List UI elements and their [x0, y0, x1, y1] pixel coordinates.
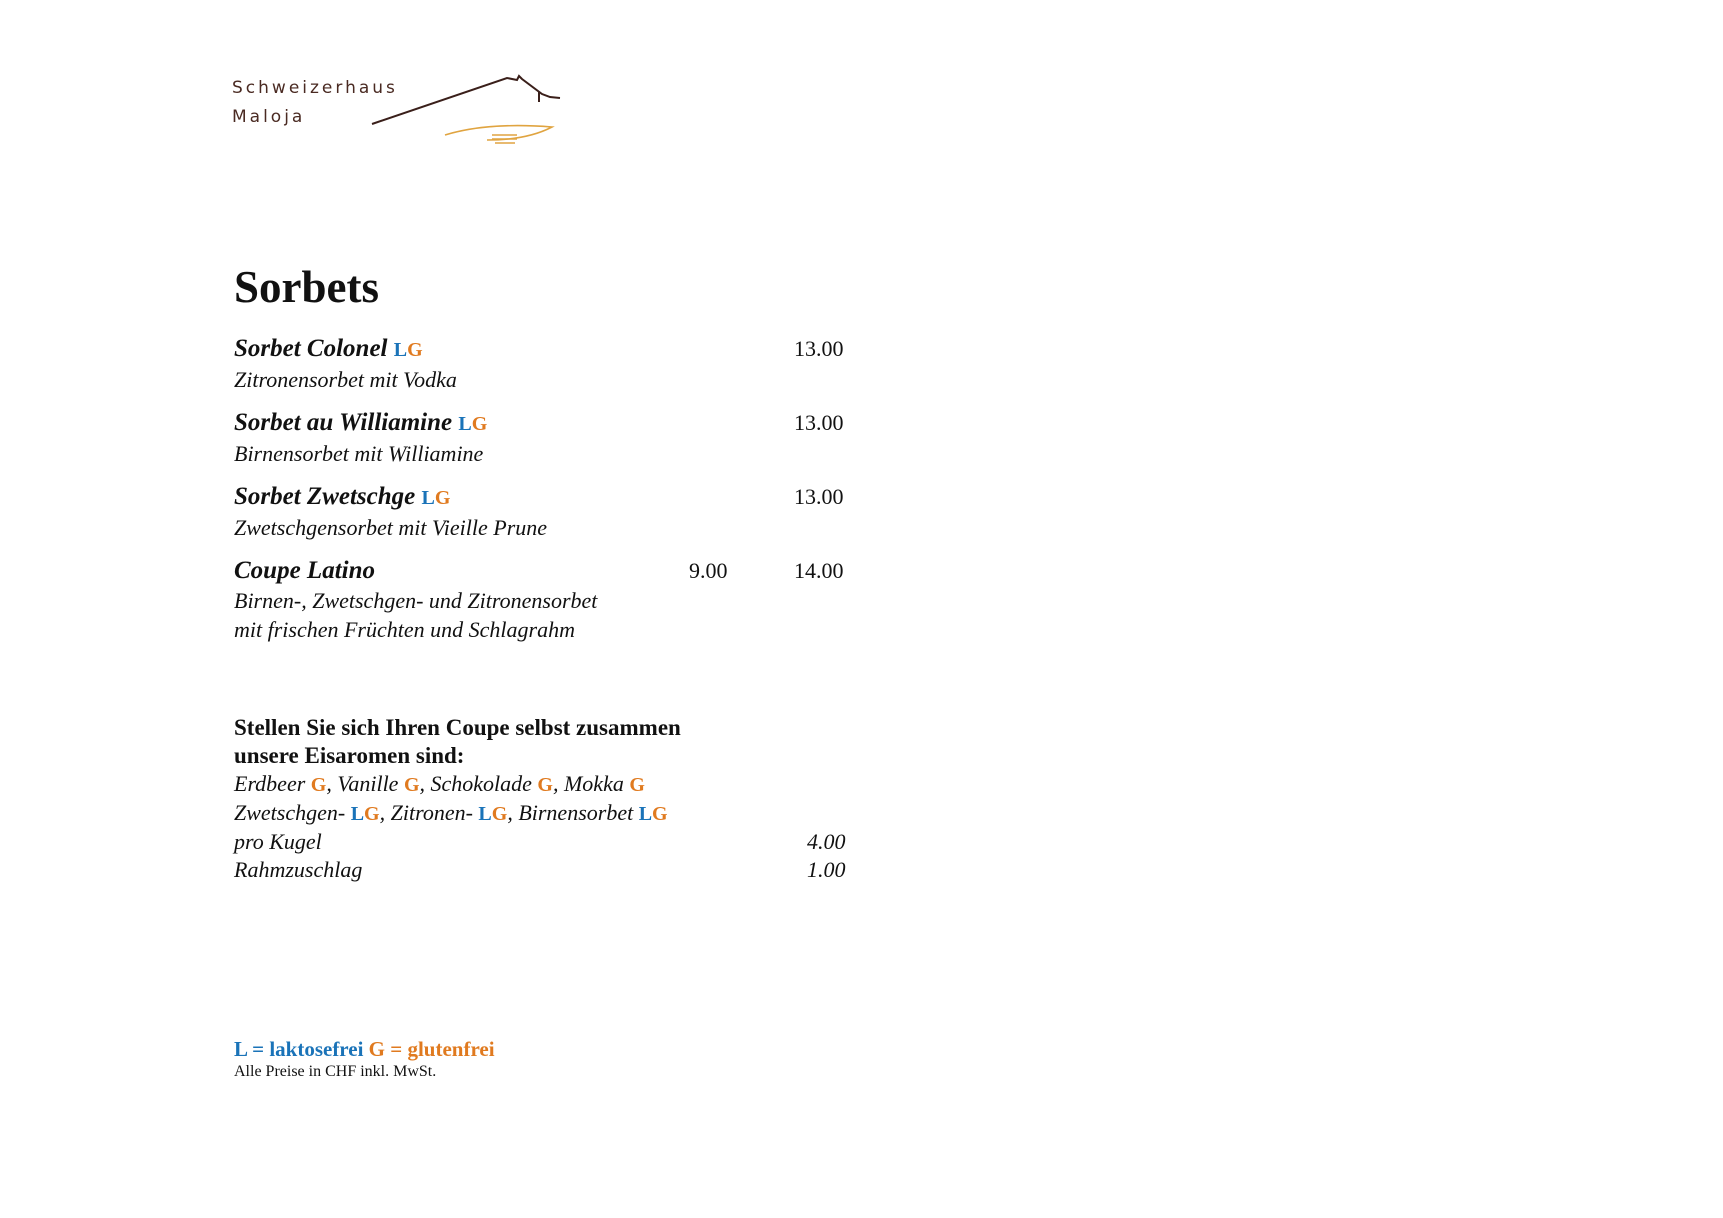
laktosefrei-tag: L: [393, 339, 408, 361]
item-name: Sorbet Colonel: [234, 335, 388, 362]
logo-line-2: Maloja: [232, 107, 306, 127]
glutenfrei-tag: G: [537, 774, 553, 796]
glutenfrei-tag: G: [629, 774, 645, 796]
flavor-name: Birnensorbet: [518, 800, 634, 825]
price-row-label: pro Kugel: [234, 829, 322, 854]
item-name: Sorbet Zwetschge: [234, 483, 416, 510]
glutenfrei-tag: G: [310, 774, 327, 796]
glutenfrei-tag: G: [471, 413, 488, 435]
page-title: Sorbets: [234, 262, 379, 312]
flavor-name: Mokka: [563, 771, 624, 796]
build-your-coupe: [234, 714, 854, 884]
item-name: Sorbet au Williamine: [234, 409, 453, 436]
laktosefrei-tag: L: [458, 413, 472, 435]
allergen-legend: [234, 1036, 495, 1082]
restaurant-logo: [232, 70, 562, 150]
laktosefrei-tag: L: [350, 803, 365, 825]
price-note: Alle Preise in CHF inkl. MwSt.: [234, 1063, 437, 1080]
separator: ,: [552, 771, 564, 796]
menu-item: [234, 334, 854, 394]
glutenfrei-tag: G: [403, 774, 420, 796]
price-row-label: Rahmzuschlag: [234, 857, 363, 882]
laktosefrei-tag: L: [421, 487, 435, 509]
item-name: Coupe Latino: [234, 557, 375, 584]
item-description: Zwetschgensorbet mit Vieille Prune: [234, 515, 548, 540]
item-description: mit frischen Früchten und Schlagrahm: [234, 617, 575, 642]
coupe-subheading: unsere Eisaromen sind:: [234, 743, 465, 768]
legend-glutenfrei: G = glutenfrei: [368, 1037, 495, 1061]
item-price: 13.00: [794, 336, 844, 361]
flavor-list: [234, 770, 854, 799]
item-price: 14.00: [794, 558, 844, 583]
glutenfrei-tag: G: [407, 339, 423, 361]
glutenfrei-tag: G: [434, 487, 451, 509]
glutenfrei-tag: G: [491, 803, 508, 825]
flavor-list: [234, 799, 854, 828]
glutenfrei-tag: G: [652, 803, 668, 825]
separator: ,: [326, 771, 338, 796]
item-price-small: 9.00: [689, 558, 728, 583]
flavor-name: Erdbeer: [234, 771, 306, 796]
menu-item: [234, 556, 854, 644]
flavor-name: Schokolade: [430, 771, 532, 796]
separator: ,: [507, 800, 519, 825]
item-price: 13.00: [794, 410, 844, 435]
coupe-heading: Stellen Sie sich Ihren Coupe selbst zusammen: [234, 715, 681, 740]
legend-laktosefrei: L = laktosefrei: [234, 1037, 364, 1061]
flavor-name: Zitronen-: [390, 800, 473, 825]
flavor-name: Zwetschgen-: [234, 800, 346, 825]
price-row-value: 1.00: [807, 857, 846, 882]
price-row: [234, 828, 854, 856]
separator: ,: [419, 771, 431, 796]
menu-item: [234, 482, 854, 542]
flavor-name: Vanille: [337, 771, 399, 796]
item-description: Zitronensorbet mit Vodka: [234, 367, 457, 392]
item-description: Birnen-, Zwetschgen- und Zitronensorbet: [234, 588, 598, 613]
logo-line-1: Schweizerhaus: [232, 78, 398, 98]
price-row-value: 4.00: [807, 829, 846, 854]
item-price: 13.00: [794, 484, 844, 509]
menu-item: [234, 408, 854, 468]
house-roof-icon: [367, 70, 567, 150]
laktosefrei-tag: L: [638, 803, 653, 825]
separator: ,: [379, 800, 391, 825]
item-description: Birnensorbet mit Williamine: [234, 441, 484, 466]
laktosefrei-tag: L: [478, 803, 492, 825]
glutenfrei-tag: G: [364, 803, 380, 825]
price-row: [234, 856, 854, 884]
sorbet-menu: [234, 334, 854, 658]
